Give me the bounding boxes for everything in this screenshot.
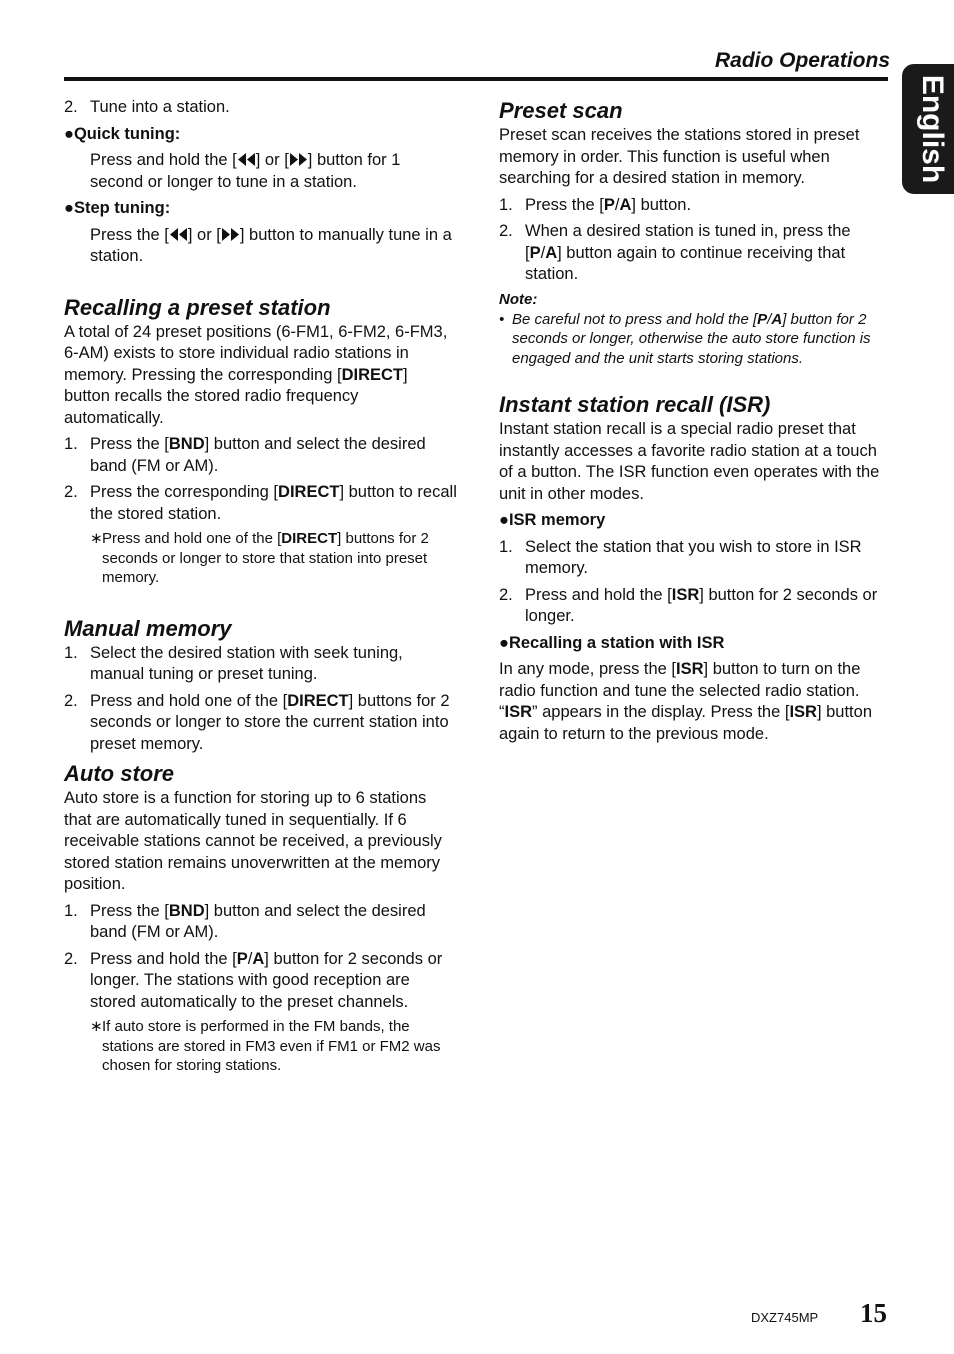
preset-scan-step-1: 1. Press the [P/A] button. xyxy=(499,195,692,214)
preset-scan-heading: Preset scan xyxy=(499,98,623,123)
recalling-note: ∗ Press and hold one of the [DIRECT] buttons for 2 seconds or longer to store that station into preset memory. xyxy=(90,530,429,586)
note-title: Note: xyxy=(499,290,538,308)
page-number: 15 xyxy=(860,1298,887,1328)
manual-memory-heading: Manual memory xyxy=(64,615,232,641)
auto-store-step-1: 1. Press the [BND] button and select the desired band (FM or AM). xyxy=(64,901,426,941)
bullet-icon: ● xyxy=(499,633,509,652)
isr-step-1: 1. Select the station that you wish to store in ISR memory. xyxy=(499,537,862,577)
language-tab-label: English xyxy=(916,74,949,184)
step-tuning-title: ●Step tuning: xyxy=(64,199,171,217)
rewind-icon xyxy=(169,227,188,242)
quick-tuning-text: Press and hold the [ ] or [ ] button for 1 second or longer to tune in a station. xyxy=(90,151,401,191)
recalling-heading: Recalling a preset station xyxy=(64,294,331,320)
isr-recall-text: In any mode, press the [ISR] button to turn on the radio function and tune the selected radio station. “ISR” appears in the display. Press the [ISR] button again to return to the previous mode. xyxy=(499,660,872,743)
right-column xyxy=(499,97,891,745)
auto-store-note: ∗ If auto store is performed in the FM bands, the stations are stored in FM3 even if FM1 or FM2 was chosen for storing stations. xyxy=(90,1018,441,1074)
bullet-icon: ● xyxy=(64,199,74,217)
section-title: Radio Operations xyxy=(714,49,890,72)
preset-scan-step-2: 2. When a desired station is tuned in, press the [P/A] button again to continue receiving that station. xyxy=(499,222,851,283)
isr-intro: Instant station recall is a special radio preset that instantly accesses a favorite radio station at a touch of a button. The ISR function even operates with the unit in other modes. xyxy=(499,420,880,503)
recalling-step-2: 2. Press the corresponding [DIRECT] button to recall the stored station. xyxy=(64,483,457,523)
recalling-step-1: 1. Press the [BND] button and select the desired band (FM or AM). xyxy=(64,435,426,475)
auto-store-heading: Auto store xyxy=(64,761,174,786)
rewind-icon xyxy=(237,152,256,167)
auto-store-step-2: 2. Press and hold the [P/A] button for 2 seconds or longer. The stations with good reception are stored automatically to the preset channels. xyxy=(64,949,443,1011)
step-number: 2. xyxy=(64,98,78,116)
fast-forward-icon xyxy=(289,152,308,167)
preset-scan-note: • Be careful not to press and hold the [P/A] button for 2 seconds or longer, otherwise the auto store function is engaged and the unit starts storing stations. xyxy=(499,310,871,367)
step-tuning-text: Press the [ ] or [ ] button to manually tune in a station. xyxy=(90,225,452,265)
manual-memory-step-1: 1. Select the desired station with seek tuning, manual tuning or preset tuning. xyxy=(64,643,403,683)
isr-heading: Instant station recall (ISR) xyxy=(499,392,771,417)
tune-step xyxy=(64,97,457,119)
left-column xyxy=(64,97,457,1076)
preset-scan-intro: Preset scan receives the stations stored in preset memory in order. This function is useful when searching for a desired station in memory. xyxy=(499,126,860,187)
isr-step-2: 2. Press and hold the [ISR] button for 2 seconds or longer. xyxy=(499,585,878,625)
bullet-icon: ● xyxy=(64,124,74,143)
bullet-icon: ● xyxy=(499,511,509,529)
language-tab xyxy=(902,64,954,194)
quick-tuning-title: ●Quick tuning: xyxy=(64,124,181,143)
isr-memory-title: ●ISR memory xyxy=(499,511,606,529)
header-rule xyxy=(64,77,888,81)
auto-store-intro: Auto store is a function for storing up to 6 stations that are automatically tuned in sequentially. If 6 receivable stations cannot be received, a previously stored station remains unoverwritten at the memory position. xyxy=(64,789,442,893)
recalling-intro: A total of 24 preset positions (6-FM1, 6-FM2, 6-FM3, 6-AM) exists to store individual radio stations in memory. Pressing the corresponding [DIRECT] button recalls the stored radio frequency automatically. xyxy=(64,322,448,427)
fast-forward-icon xyxy=(221,227,240,242)
manual-memory-step-2: 2. Press and hold one of the [DIRECT] buttons for 2 seconds or longer to store the current station into preset memory. xyxy=(64,691,450,753)
model-number: DXZ745MP xyxy=(751,1310,819,1325)
isr-recall-title: ●Recalling a station with ISR xyxy=(499,633,725,652)
step-text: Tune into a station. xyxy=(90,98,230,116)
